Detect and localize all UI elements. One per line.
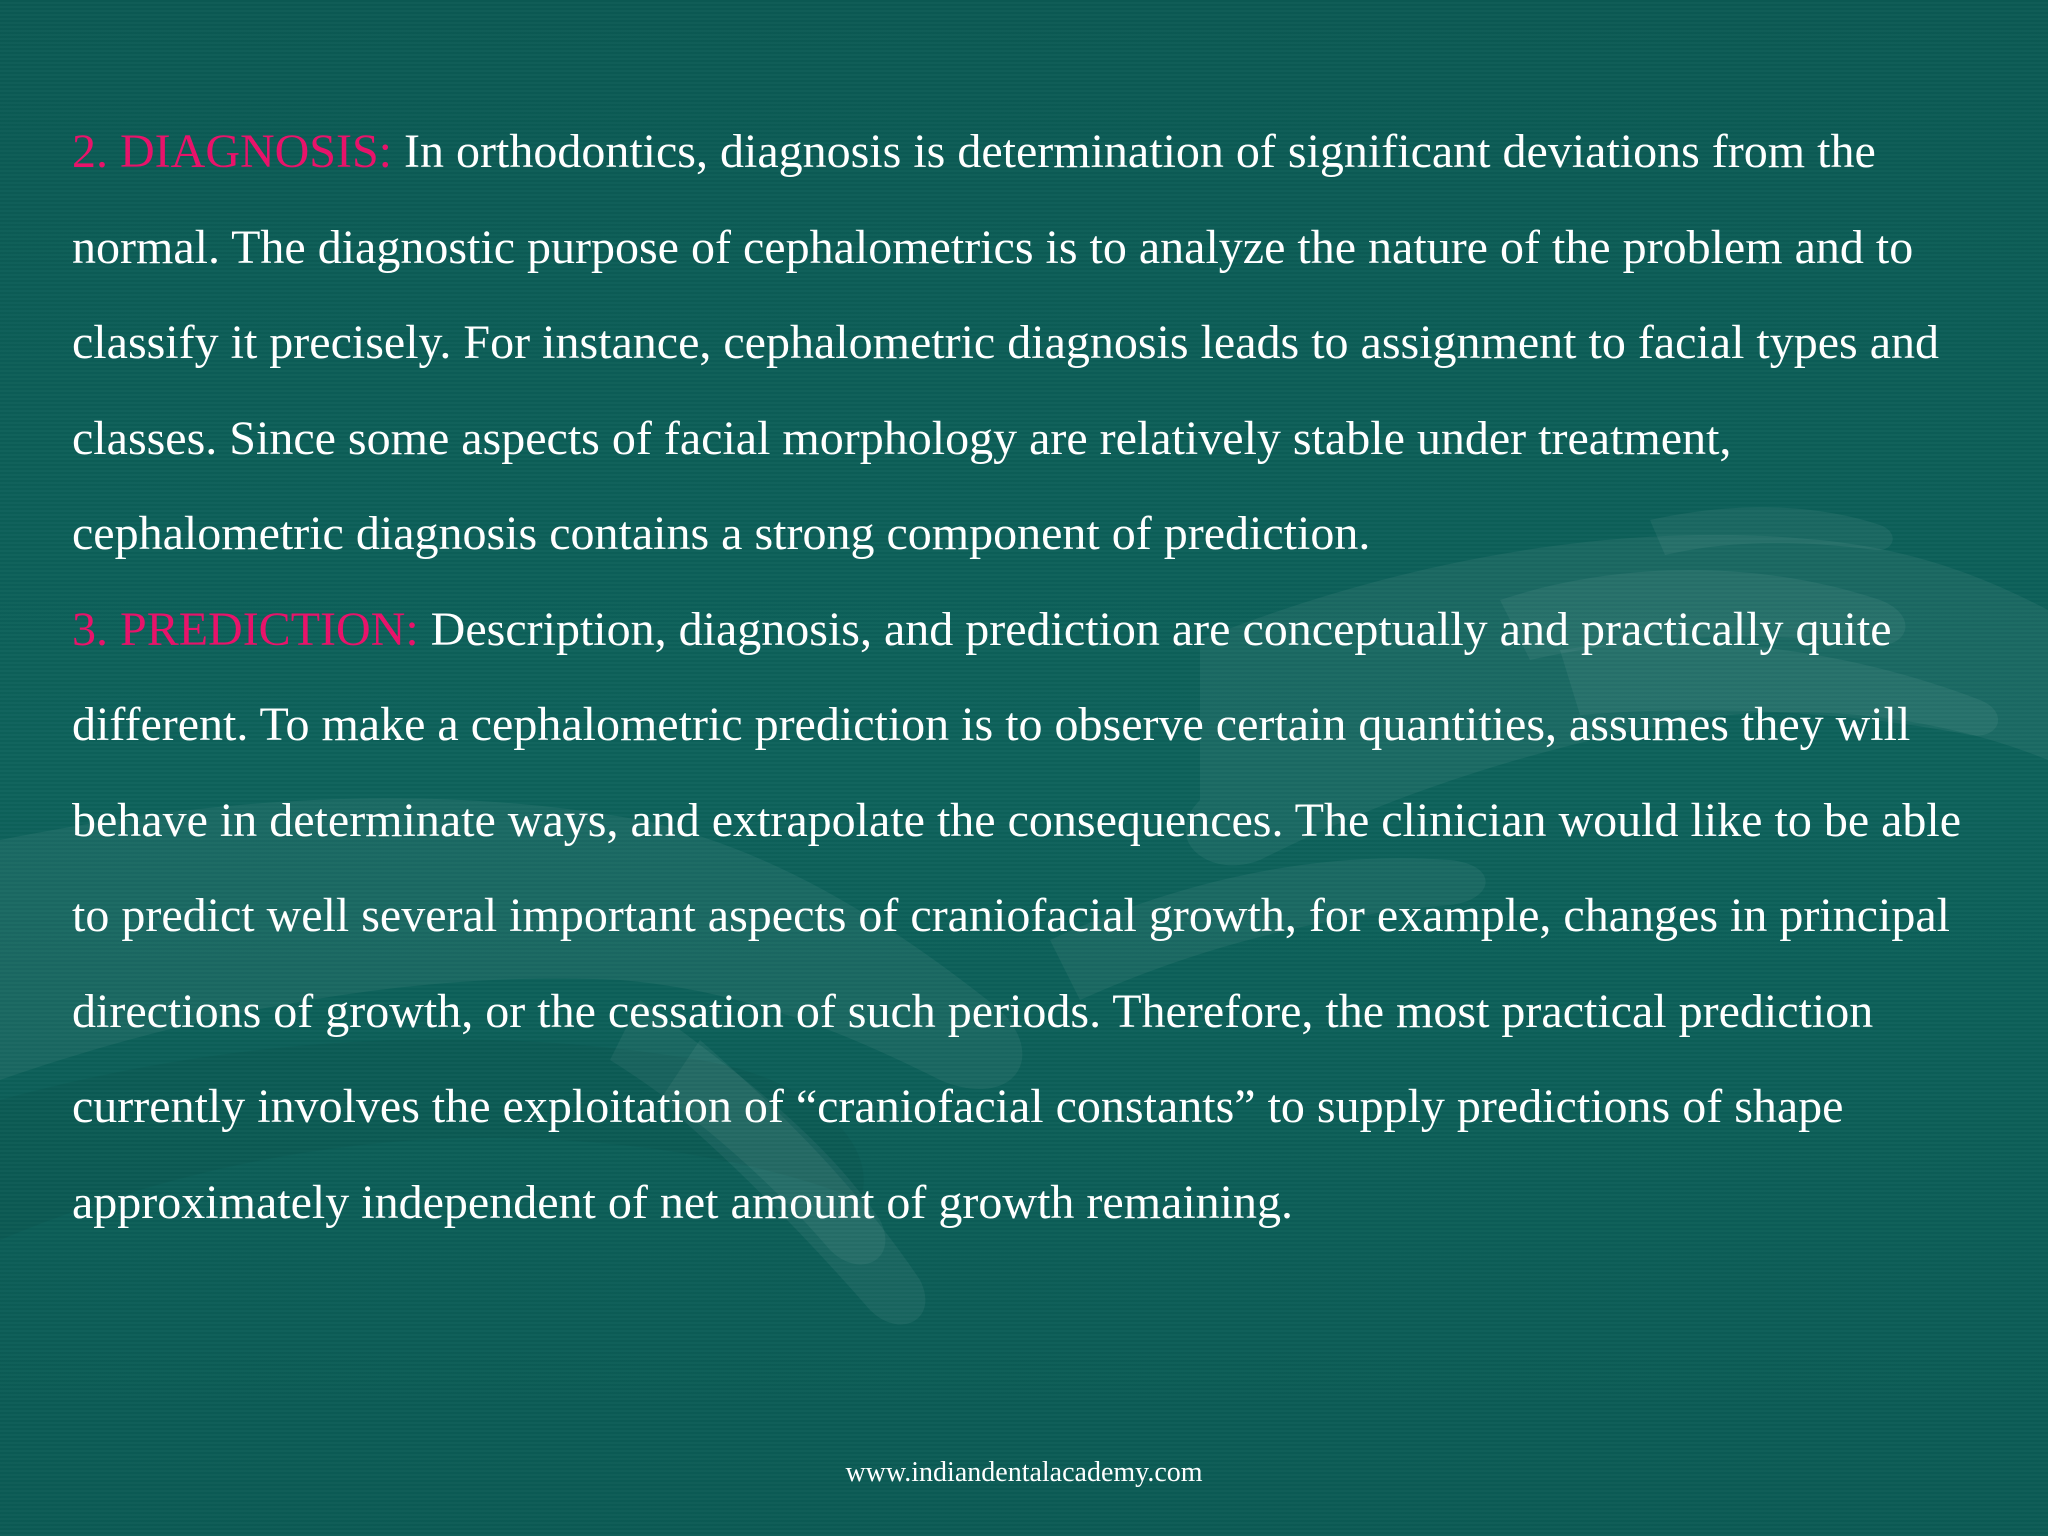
prediction-paragraph	[72, 582, 1992, 1251]
diagnosis-text: In orthodontics, diagnosis is determination of significant deviations from the normal. The diagnostic purpose of cephalometrics is to analyze the nature of the problem and to classify it precisely. For instance, cephalometric diagnosis leads to assignment to facial types and classes. Since some aspects of facial morphology are relatively stable under treatment, cephalometric diagnosis contains a strong component of prediction.	[72, 125, 1940, 560]
diagnosis-heading: 2. DIAGNOSIS:	[72, 125, 393, 178]
footer-url: www.indiandentalacademy.com	[845, 1457, 1203, 1488]
prediction-text: Description, diagnosis, and prediction are conceptually and practically quite different. To make a cephalometric prediction is to observe certain quantities, assumes they will behave in determinate ways, and extrapolate the consequences. The clinician would like to be able to predict well several important aspects of craniofacial growth, for example, changes in principal directions of growth, or the cessation of such periods. Therefore, the most practical prediction currently involves the exploitation of “craniofacial constants” to supply predictions of shape approximately independent of net amount of growth remaining.	[72, 602, 1962, 1229]
prediction-heading: 3. PREDICTION:	[72, 602, 419, 656]
diagnosis-paragraph	[72, 104, 1992, 582]
slide-body	[72, 104, 1992, 1250]
